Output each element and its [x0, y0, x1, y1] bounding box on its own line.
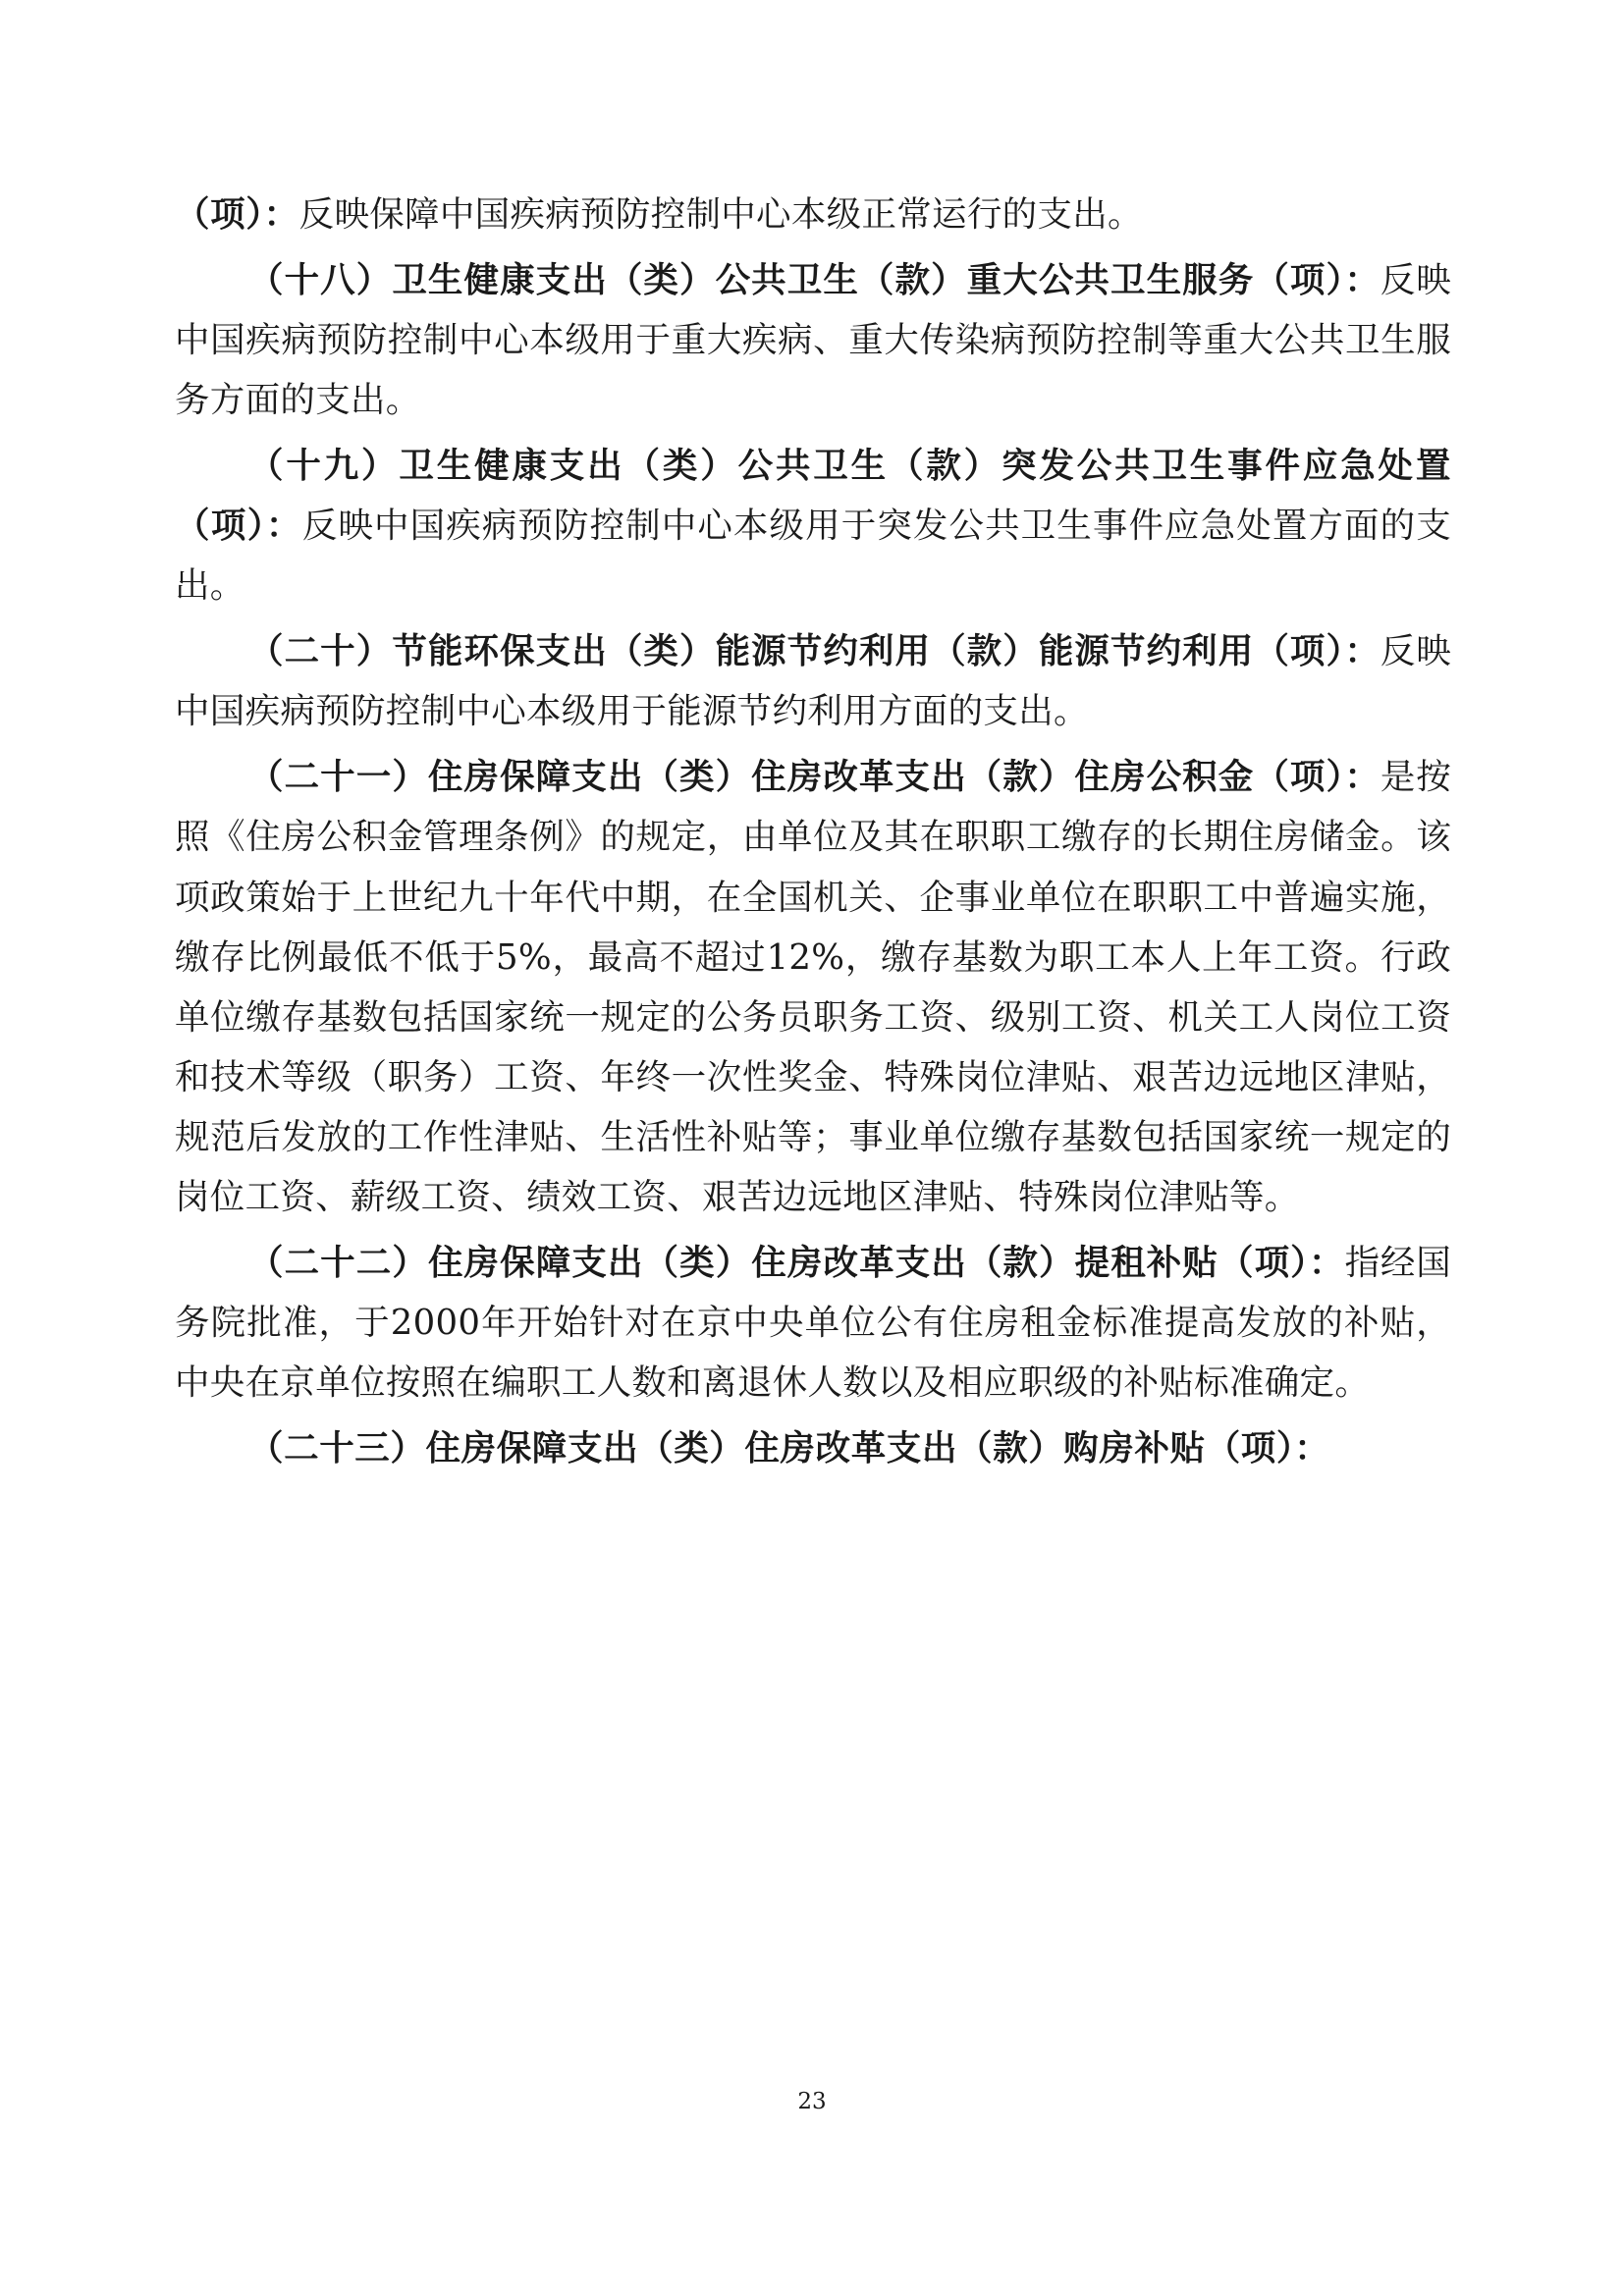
- paragraph-18: [175, 250, 1451, 430]
- paragraph-lead: （十九）卫生健康支出（类）公共卫生（款）突发公共卫生事件应急处置（项）：: [175, 446, 1451, 547]
- paragraph-body: 反映中国疾病预防控制中心本级用于重大疾病、重大传染病预防控制等重大公共卫生服务方面的支出。: [175, 260, 1451, 421]
- paragraph-20: [175, 621, 1451, 741]
- paragraph-lead: （十八）卫生健康支出（类）公共卫生（款）重大公共卫生服务（项）：: [248, 260, 1380, 301]
- paragraph-body: 指经国务院批准，于2000年开始针对在京中央单位公有住房租金标准提高发放的补贴，中央在京单位按照在编职工人数和离退休人数以及相应职级的补贴标准确定。: [175, 1242, 1451, 1403]
- paragraph-19: [175, 436, 1451, 615]
- paragraph-lead: （二十一）住房保障支出（类）住房改革支出（款）住房公积金（项）：: [248, 757, 1380, 798]
- paragraph-21: [175, 747, 1451, 1226]
- paragraph-lead: （二十二）住房保障支出（类）住房改革支出（款）提租补贴（项）：: [248, 1242, 1345, 1283]
- page-number: 23: [797, 2089, 827, 2114]
- paragraph-17-continued: [175, 185, 1451, 244]
- paragraph-lead: （二十）节能环保支出（类）能源节约利用（款）能源节约利用（项）：: [248, 631, 1380, 672]
- paragraph-body: 反映中国疾病预防控制中心本级用于能源节约利用方面的支出。: [175, 631, 1451, 732]
- paragraph-lead: （项）：: [175, 194, 299, 235]
- paragraph-22: [175, 1233, 1451, 1413]
- paragraph-body: 是按照《住房公积金管理条例》的规定，由单位及其在职职工缴存的长期住房储金。该项政策始于上世纪九十年代中期，在全国机关、企事业单位在职职工中普遍实施，缴存比例最低不低于5%，最高不超过12%，缴存基数为职工本人上年工资。行政单位缴存基数包括国家统一规定的公务员职务工资、级别工资、机关工人岗位工资和技术等级（职务）工资、年终一次性奖金、特殊岗位津贴、艰苦边远地区津贴，规范后发放的工作性津贴、生活性补贴等；事业单位缴存基数包括国家统一规定的岗位工资、薪级工资、绩效工资、艰苦边远地区津贴、特殊岗位津贴等。: [175, 757, 1451, 1217]
- paragraph-23: [175, 1418, 1451, 1478]
- paragraph-body: 反映保障中国疾病预防控制中心本级正常运行的支出。: [298, 194, 1143, 235]
- page-body: [175, 185, 1451, 1484]
- paragraph-lead: （二十三）住房保障支出（类）住房改革支出（款）购房补贴（项）：: [248, 1427, 1330, 1468]
- paragraph-body: 反映中国疾病预防控制中心本级用于突发公共卫生事件应急处置方面的支出。: [175, 506, 1451, 607]
